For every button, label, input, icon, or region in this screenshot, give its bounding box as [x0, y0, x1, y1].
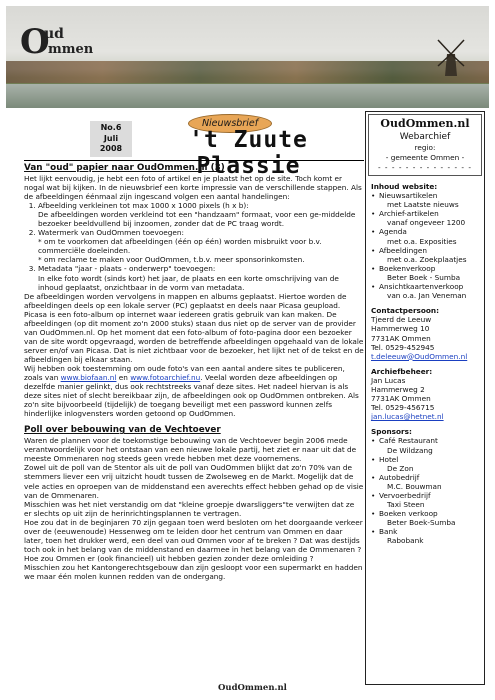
steps-list — [24, 201, 364, 291]
inhoud-list — [371, 191, 479, 300]
sidebar-header — [368, 114, 482, 176]
main-column — [24, 163, 364, 581]
contact-street: Hammerweg 10 — [371, 324, 430, 334]
title-divider — [24, 160, 364, 161]
list-item: • Vervoerbedrijf Taxi Steen — [371, 491, 479, 509]
nieuwsbrief-label: Nieuwsbrief — [188, 114, 272, 133]
site-name: OudOmmen.nl — [380, 117, 470, 130]
sidebar-body — [366, 182, 484, 546]
header-banner — [6, 6, 489, 108]
windmill-icon — [436, 36, 466, 76]
river — [6, 84, 489, 108]
contact-city: 7731AK Ommen — [371, 333, 431, 343]
beheer-city: 7731AK Ommen — [371, 394, 431, 404]
step-item: 2. Watermerk van OudOmmen toevoegen: * om te voorkomen dat afbeeldingen (één op één) worden misbruikt voor b.v. commerciële doeleinden. * om reclame te maken voor OudOmmen, t.b.v. meer sponsorinkomsten. — [38, 228, 364, 264]
list-item: • Boeken verkoop Beter Boek-Sumba — [371, 509, 479, 527]
newsletter-title: 't Zuute Plassie — [189, 127, 308, 179]
paragraph: Misschien was het niet verstandig om dat "kleine groepje dwarsliggers"te verwijten dat ze er slechts op uit zijn de herinrichtingsplannen te vertragen. — [24, 499, 355, 518]
biofaan-link[interactable]: www.biofaan.nl — [60, 373, 117, 383]
inhoud-label: Inhoud website: — [371, 182, 438, 191]
list-item: • Agenda met o.a. Exposities — [371, 227, 479, 245]
list-item: • Archief-artikelen vanaf ongeveer 1200 — [371, 209, 479, 227]
paragraph: Zowel uit de poll van de Stentor als uit de poll van OudOmmen blijkt dat zo'n 70% van de stemmers liever een vrij uitzicht houdt tussen de Zwolseweg en de Markt. Mogelijk dat de vele acties en oproepen van de middenstand een averechts effect hebben gehad op de visie van de Ommenaren. — [24, 463, 364, 500]
list-item: • Autobedrijf M.C. Bouwman — [371, 473, 479, 491]
region-value: - gemeente Ommen - — [385, 153, 465, 162]
list-item: • Ansichtkaartenverkoop van o.a. Jan Veneman — [371, 282, 479, 300]
dash-divider: - - - - - - - - - - - - - - — [377, 163, 472, 172]
beheer-phone: Tel. 0529-456715 — [371, 403, 435, 413]
sidebar — [365, 111, 485, 685]
paragraph: Hoe zou Ommen er (ook financieel) uit hebben gezien zonder deze omleiding ? — [24, 553, 314, 563]
fotoarchief-link[interactable]: www.fotoarchief.nu — [130, 373, 201, 383]
paragraph: De afbeeldingen worden vervolgens in mappen en albums geplaatst. Hiertoe worden de afbeeldingen deels op een lokale server (PC) geplaatst en deels naar Picasa geupload. Picasa is een foto-album op internet waar iedereen gratis gebruik van kan maken. De afbeeldingen (op dit moment zo'n 2000 stuks) staan dus niet op de server van de provider van OudOmmen.nl. Op het moment dat een foto-album of foto-pagina door een bezoeker van de site wordt opgevraagd, worden de betreffende afbeeldingen opgehaald van de lokale server en/of van Picasa. Dat is niet zichtbaar voor de bezoeker, het lijkt net of de tekst en de afbeeldingen bij elkaar staan. — [24, 291, 364, 364]
list-item: • Nieuwsartikelen met Laatste nieuws — [371, 191, 479, 209]
beheer-street: Hammerweg 2 — [371, 384, 425, 394]
step-item: 3. Metadata "jaar - plaats - onderwerp" toevoegen: In elke foto wordt (sinds kort) het jaar, de plaats en een korte omschrijving van de inhoud geplaatst, onzichtbaar in de vorm van metadata. — [38, 264, 364, 291]
site-subtitle: Webarchief — [399, 132, 451, 142]
contact-label: Contactpersoon: — [371, 306, 440, 316]
paragraph: Waren de plannen voor de toekomstige bebouwing van de Vechtoever begin 2006 mede verantwoordelijk voor het ontstaan van een nieuwe lokale partij, het ziet er naar uit dat de meeste Ommenaren nog steeds geen vrede hebben met deze voornemens. — [24, 436, 357, 464]
sponsors-list — [371, 436, 479, 545]
issue-badge: No.6 Juli 2008 — [90, 121, 132, 157]
sponsors-label: Sponsors: — [371, 427, 412, 437]
beheer-name: Jan Lucas — [371, 375, 406, 385]
step-item: 1. Afbeelding verkleinen tot max 1000 x 1000 pixels (h x b): De afbeeldingen worden verkleind tot een "handzaam" formaat, voor een ge-middelde bezoeker beeldvullend bij inzoomen, zonder dat de PC traag wordt. — [38, 201, 364, 228]
list-item: • Bank Rabobank — [371, 527, 479, 545]
contact-email-link[interactable]: t.deleeuw@OudOmmen.nl — [371, 351, 468, 361]
list-item: • Café Restaurant De Wildzang — [371, 436, 479, 454]
list-item: • Boekenverkoop Beter Boek - Sumba — [371, 264, 479, 282]
article-intro: Het lijkt eenvoudig, je hebt een foto of artikel en je plaatst het op de site. Toch komt er nogal wat bij kijken. In de nieuwsbrief een korte impressie van de verschillende stappen. Als de afbeeldingen éénmaal zijn ingescand volgen een aantal handelingen: — [24, 174, 362, 202]
list-item: • Hotel De Zon — [371, 455, 479, 473]
article-heading: Poll over bebouwing van de Vechtoever — [24, 425, 221, 436]
region-label: regio: — [414, 143, 436, 152]
oudommen-logo: O ud mmen — [20, 22, 94, 62]
beheer-label: Archiefbeheer: — [371, 366, 433, 376]
paragraph: Hoe zou dat in de beginjaren 70 zijn gegaan toen werd besloten om het doorgaande verkeer over de (eeuwenoude) Hessenweg om te leiden door het centrum van Ommen en daar later, toen het drukker werd, een deel van oud Ommen voor af te breken ? Dat was destijds toch ook in het belang van de middenstand en daarmee in het belang van de Ommenaren ? — [24, 517, 363, 554]
article-heading: Van "oud" papier naar OudOmmen.nl (3) — [24, 163, 225, 173]
list-item: • Afbeeldingen met o.a. Zoekplaatjes — [371, 246, 479, 264]
paragraph: Misschien zou het Kantongerechtsgebouw dan zijn gesloopt voor een supermarkt en hadden we maar één molen kunnen redden van de ondergang. — [24, 562, 363, 581]
contact-phone: Tel. 0529-452945 — [371, 342, 435, 352]
beheer-email-link[interactable]: jan.lucas@hetnet.nl — [371, 412, 444, 422]
paragraph: Wij hebben ook toestemming om oude foto's van een aantal andere sites te publiceren, zoals van www.biofaan.nl en www.fotoarchief.nu. Veelal worden deze afbeeldingen op dezelfde manier gelinkt, dus ook rechtstreeks vanaf deze sites. Het nadeel hiervan is als deze sites niet of slecht bereikbaar zijn, de afbeeldingen ook op OudOmmen ontbreken. Als zo'n site bijvoorbeeld (tijdelijk) de toegang beveiligt met een password kunnen zelfs hinderlijke inlogvensters worden getoond op OudOmmen. — [24, 363, 359, 419]
footer-logo: OudOmmen.nl — [218, 683, 287, 693]
contact-name: Tjeerd de Leeuw — [371, 315, 432, 325]
